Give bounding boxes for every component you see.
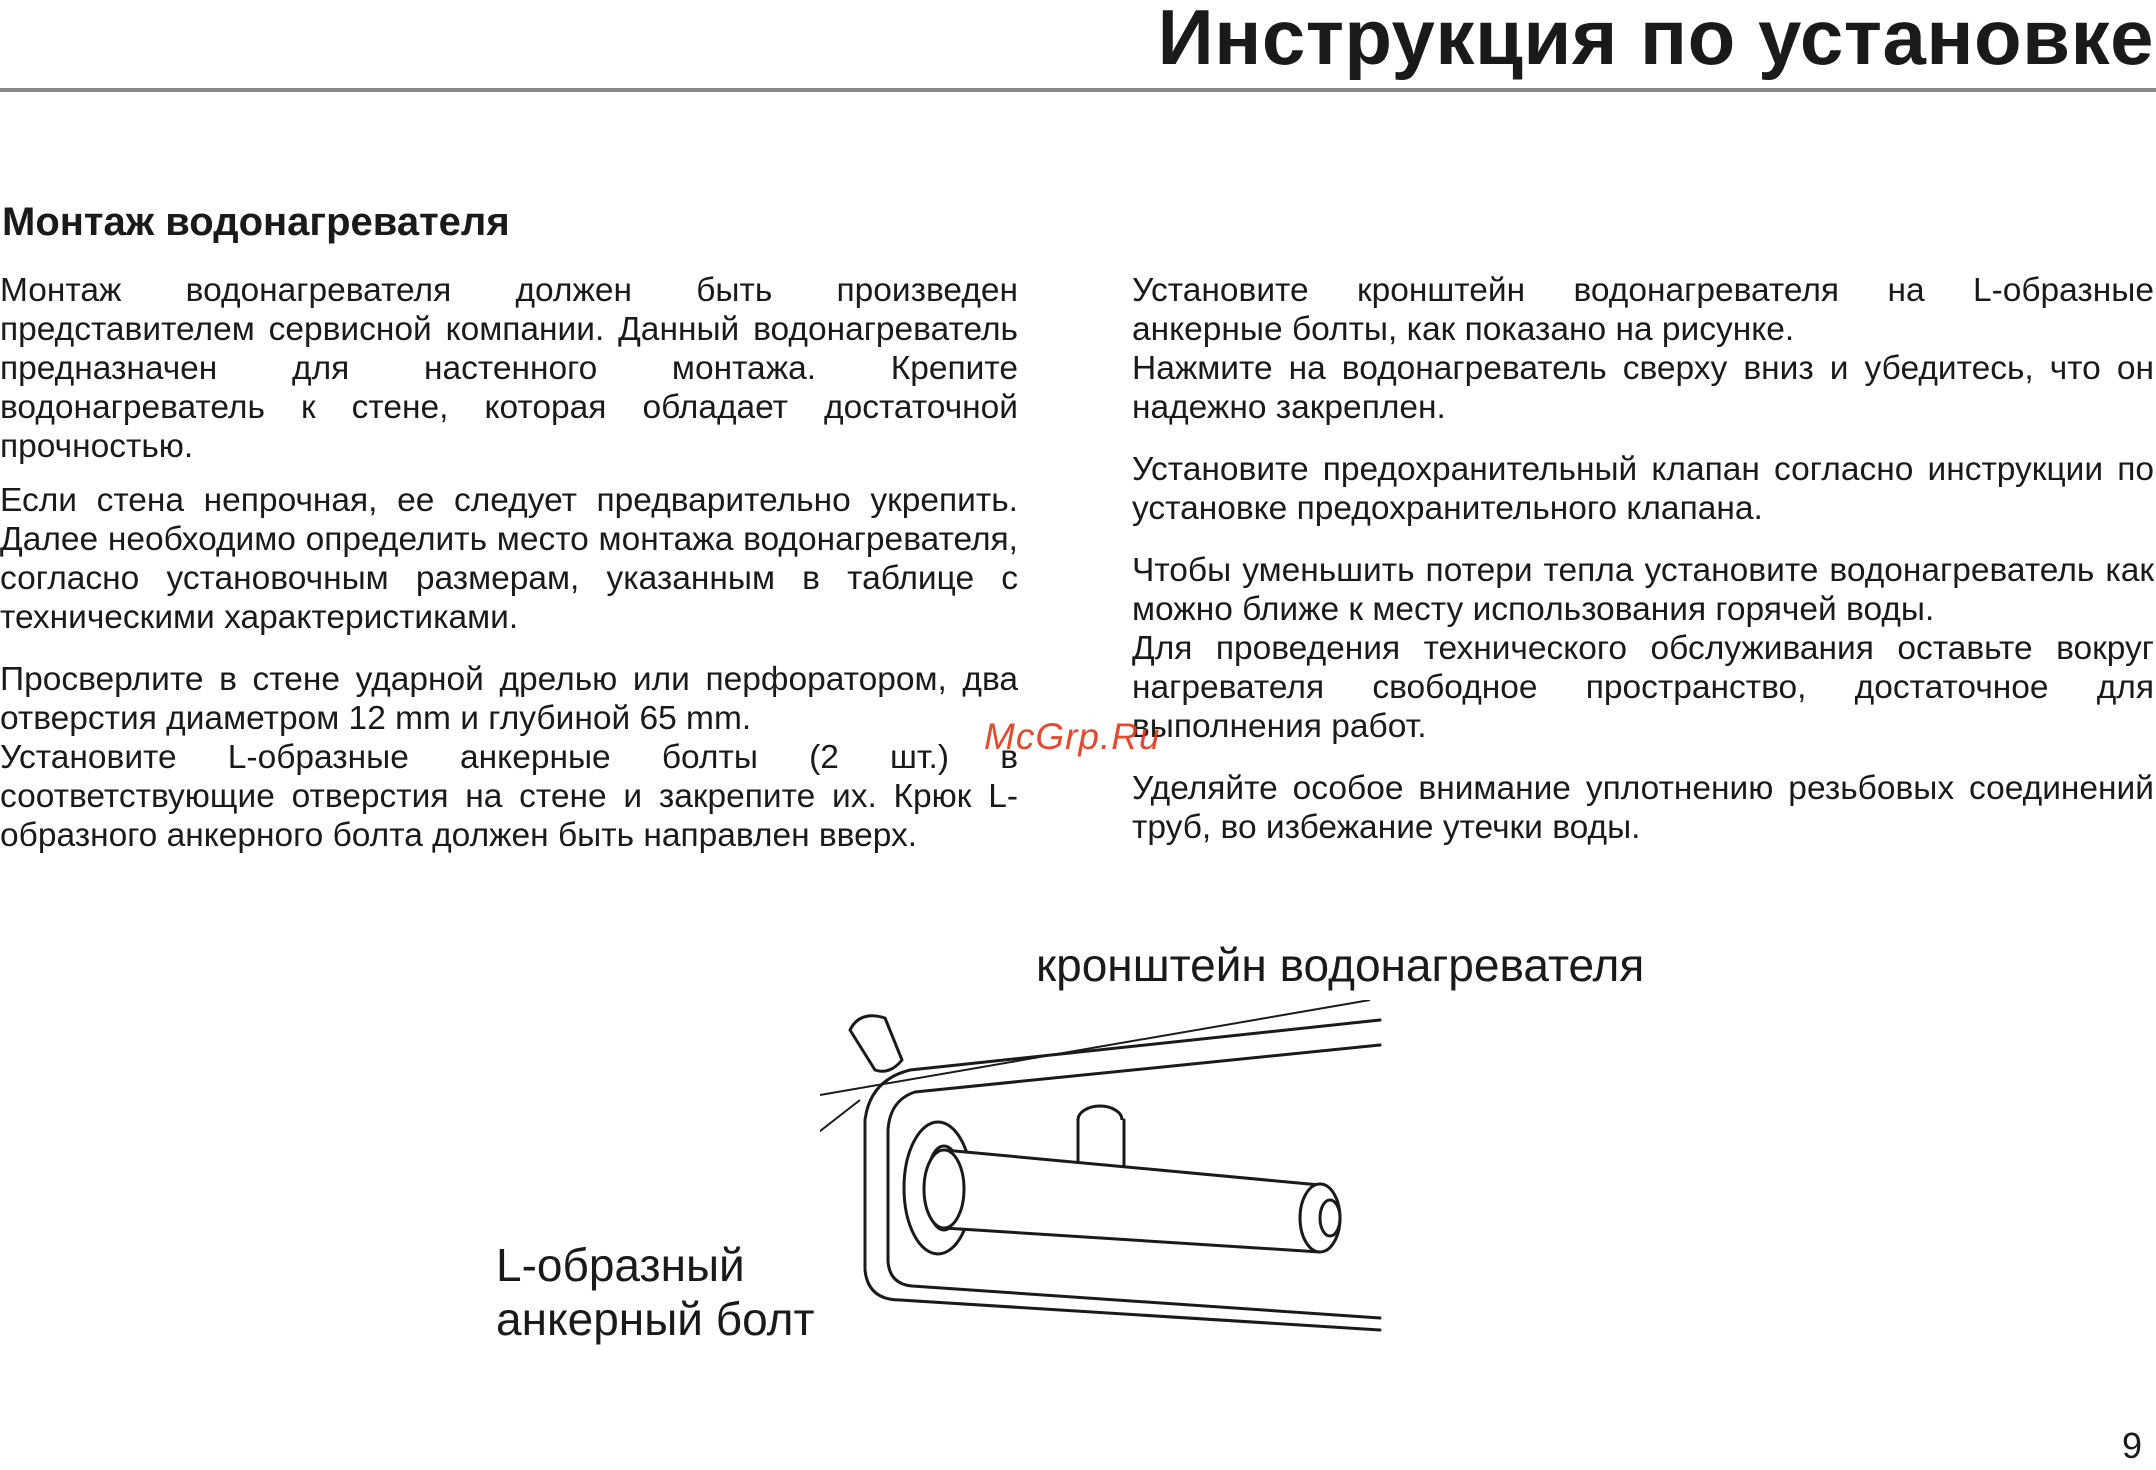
paragraph-mounting-intro: Монтаж водонагревателя должен быть произведен представителем сервисной компании. Данный водонагреватель предназначен для настенного монтажа. Крепите водонагреватель к стене, которая обладает достаточной прочностью. [0,272,1018,465]
paragraph-drilling: Просверлите в стене ударной дрелью или перфоратором, два отверстия диаметром 12 mm и глубиной 65 mm. [0,661,1018,737]
page-number: 9 [2121,1425,2142,1466]
paragraph-thread-sealing: Уделяйте особое внимание уплотнению резьбовых соединений труб, во избежание утечки воды. [1132,770,2154,846]
title-divider [0,88,2156,92]
bolt-cap [850,1016,902,1072]
paragraph-heat-loss: Чтобы уменьшить потери тепла установите водонагреватель как можно ближе к месту использования горячей воды. [1132,552,2154,628]
paragraph-install-bracket: Установите кронштейн водонагревателя на L-образные анкерные болты, как показано на рисунке. [1132,272,2154,348]
paragraph-wall-strength: Если стена непрочная, ее следует предварительно укрепить. Далее необходимо определить место монтажа водонагревателя, согласно установочным размерам, указанным в таблице с техническими характеристиками. [0,482,1018,636]
bolt-tip [1320,1200,1340,1236]
paragraph-maintenance-space: Для проведения технического обслуживания оставьте вокруг нагревателя свободное пространство, достаточное для выполнения работ. [1132,630,2154,745]
leader-line-bracket [820,1000,1370,1095]
paragraph-anchor-bolts: Установите L-образные анкерные болты (2 шт.) в соответствующие отверстия на стене и закрепите их. Крюк L-образного анкерного болта должен быть направлен вверх. [0,739,1018,854]
left-text-column [0,271,1018,855]
section-heading: Монтаж водонагревателя [2,200,510,244]
anchor-bolt-label-line1: L-образный [496,1239,745,1291]
bracket-label: кронштейн водонагревателя [1036,939,1645,991]
bolt-front-end [924,1150,964,1228]
anchor-bolt-label-line2: анкерный болт [496,1293,815,1345]
paragraph-press-heater: Нажмите на водонагреватель сверху вниз и убедитесь, что он надежно закреплен. [1132,350,2154,426]
bracket-illustration [820,1000,1400,1340]
page-title: Инструкция по установке [1157,0,2154,81]
paragraph-safety-valve: Установите предохранительный клапан согласно инструкции по установке предохранительного клапана. [1132,451,2154,527]
leader-line-bolt [820,1100,860,1240]
watermark: McGrp.Ru [984,716,1161,757]
bolt-body [944,1150,1320,1252]
anchor-bolt-label [496,1238,815,1346]
right-text-column [1132,271,2154,847]
